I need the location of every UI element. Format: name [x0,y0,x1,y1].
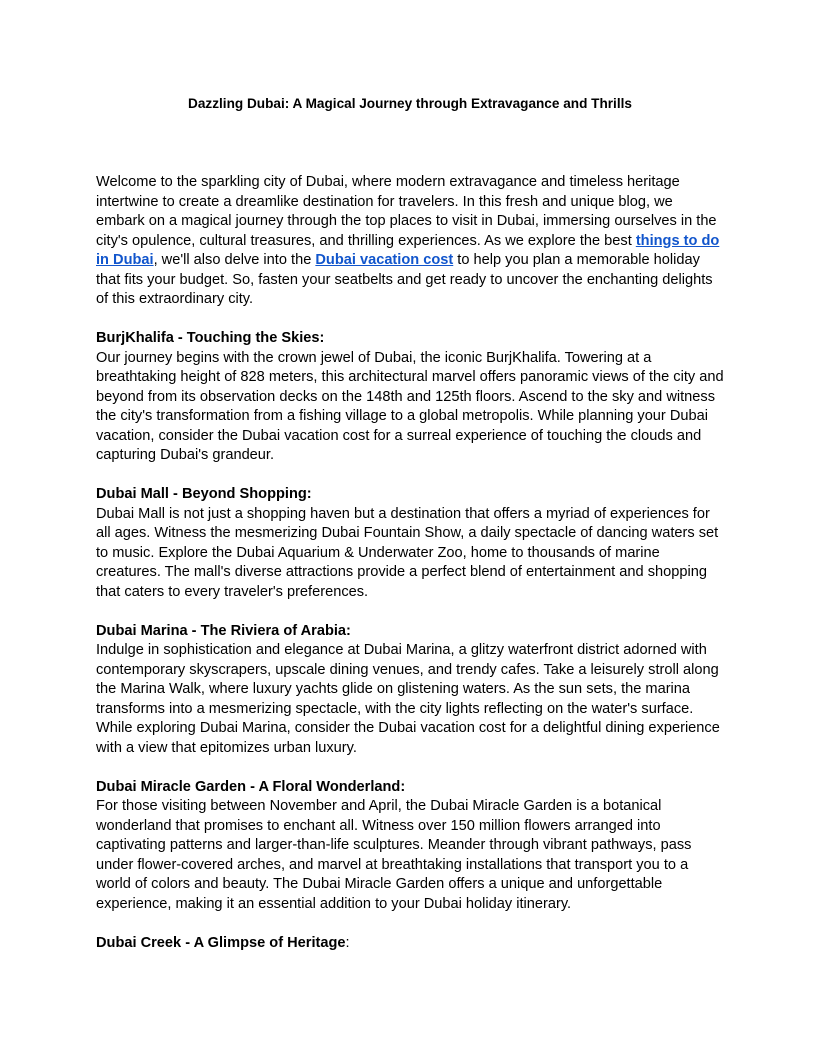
intro-paragraph [96,173,724,310]
section-body: Indulge in sophistication and elegance at Dubai Marina, a glitzy waterfront district adorned with contemporary skyscrapers, upscale dining venues, and trendy cafes. Take a leisurely stroll along the Marina Walk, where luxury yachts glide on glistening waters. As the sun sets, the marina transforms into a mesmerizing spectacle, with the city lights reflecting on the water's surface. While exploring Dubai Marina, consider the Dubai vacation cost for a delightful dining experience with a view that epitomizes urban luxury. [96,642,720,756]
section-heading: BurjKhalifa - Touching the Skies: [96,330,325,346]
section-heading: Dubai Mall - Beyond Shopping: [96,486,312,502]
intro-text-1: Welcome to the sparkling city of Dubai, where modern extravagance and timeless heritage intertwine to create a dreamlike destination for travelers. In this fresh and unique blog, we embark on a magical journey through the top places to visit in Dubai, immersing ourselves in the city's opulence, cultural treasures, and thrilling experiences. As we explore the best [96,174,717,249]
section-burj-khalifa [96,329,724,466]
section-dubai-creek [96,934,724,954]
section-heading: Dubai Creek - A Glimpse of Heritage [96,934,346,951]
section-body: Dubai Mall is not just a shopping haven but a destination that offers a myriad of experiences for all ages. Witness the mesmerizing Dubai Fountain Show, a daily spectacle of dancing waters set to music. Explore the Dubai Aquarium & Underwater Zoo, home to thousands of marine creatures. The mall's diverse attractions provide a perfect blend of entertainment and shopping that caters to every traveler's preferences. [96,505,719,600]
section-heading: Dubai Marina - The Riviera of Arabia: [96,622,351,639]
document-body [96,173,724,973]
heading-suffix: : [345,934,350,951]
vacation-cost-link[interactable]: Dubai vacation cost [315,252,454,268]
document-title: Dazzling Dubai: A Magical Journey through Extravagance and Thrills [188,96,632,111]
section-body: For those visiting between November and April, the Dubai Miracle Garden is a botanical wonderland that promises to enchant all. Witness over 150 million flowers arranged into captivating patterns and larger-than-life sculptures. Meander through vibrant pathways, pass under flower-covered arches, and marvel at breathtaking installations that transport you to a world of colors and beauty. The Dubai Miracle Garden offers a unique and unforgettable experience, making it an essential addition to your Dubai holiday itinerary. [96,798,692,912]
intro-text-2: , we'll also delve into the [153,252,316,268]
intro-text-3: to help you plan a memorable holiday that fits your budget. So, fasten your seatbelts and get ready to uncover the enchanting delights of this extraordinary city. [96,252,713,307]
section-body: Our journey begins with the crown jewel of Dubai, the iconic BurjKhalifa. Towering at a breathtaking height of 828 meters, this architectural marvel offers panoramic views of the city and beyond from its observation decks on the 148th and 125th floors. Ascend to the sky and witness the city's transformation from a fishing village to a global metropolis. While planning your Dubai vacation, consider the Dubai vacation cost for a surreal experience of touching the clouds and capturing Dubai's grandeur. [96,349,724,463]
section-dubai-mall [96,485,724,602]
things-to-do-link[interactable]: things to do in Dubai [96,232,720,268]
section-heading: Dubai Miracle Garden - A Floral Wonderland: [96,778,406,795]
section-miracle-garden [96,778,724,915]
section-dubai-marina [96,622,724,759]
